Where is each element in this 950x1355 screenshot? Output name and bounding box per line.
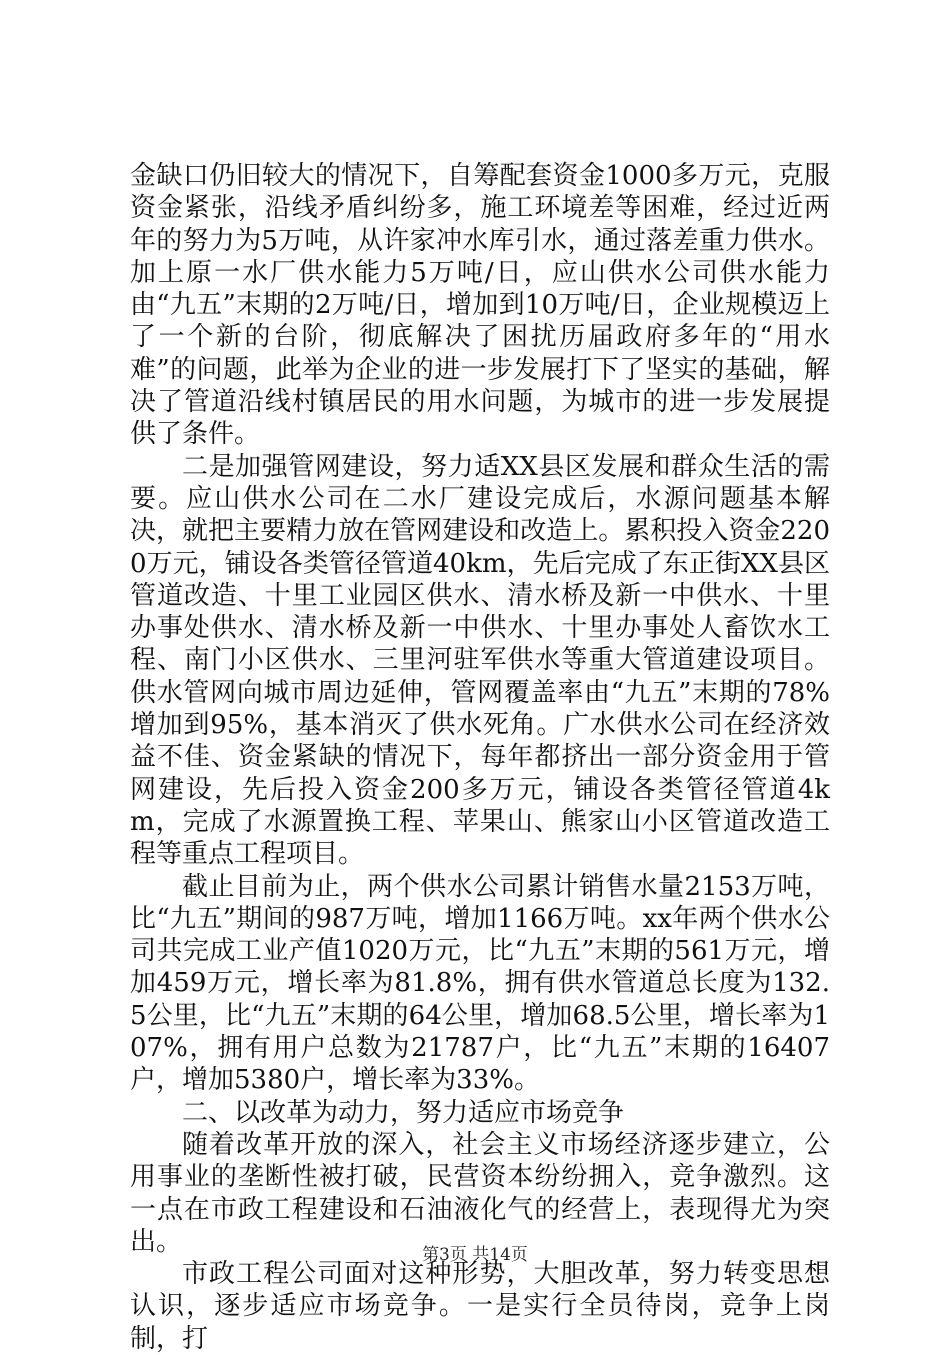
paragraph-pipe-network: 二是加强管网建设，努力适XX县区发展和群众生活的需要。应山供水公司在二水厂建设完成后，水源问题基本解决，就把主要精力放在管网建设和改造上。累积投入资金2200万元，铺设各类管径管道40km，先后完成了东正街XX县区管道改造、十里工业园区供水、清水桥及新一中供水、十里办事处供水、清水桥及新一中供水、十里办事处人畜饮水工程、南门小区供水、三里河驻军供水等重大管道建设项目。供水管网向城市周边延伸，管网覆盖率由“九五”末期的78%增加到95%，基本消灭了供水死角。广水供水公司在经济效益不佳、资金紧缺的情况下，每年都挤出一部分资金用于管网建设，先后投入资金200多万元，铺设各类管径管道4km，完成了水源置换工程、苹果山、熊家山小区管道改造工程等重点工程项目。 [130, 451, 830, 870]
paragraph-reform-intro: 随着改革开放的深入，社会主义市场经济逐步建立，公用事业的垄断性被打破，民营资本纷纷拥入，竞争激烈。这一点在市政工程建设和石油液化气的经营上，表现得尤为突出。 [130, 1129, 830, 1257]
paragraph-municipal-company: 市政工程公司面对这种形势，大胆改革，努力转变思想认识，逐步适应市场竞争。一是实行全员待岗，竞争上岗制，打 [130, 1259, 830, 1354]
section-heading-reform: 二、以改革为动力，努力适应市场竞争 [182, 1097, 625, 1128]
document-body [130, 160, 830, 1355]
page-footer: 第3页 共14页 [422, 1245, 528, 1265]
paragraph-continued: 金缺口仍旧较大的情况下，自筹配套资金1000多万元，克服资金紧张，沿线矛盾纠纷多，施工环境差等困难，经过近两年的努力为5万吨，从许家冲水库引水，通过落差重力供水。加上原一水厂供水能力5万吨/日，应山供水公司供水能力由“九五”末期的2万吨/日，增加到10万吨/日，企业规模迈上了一个新的台阶，彻底解决了困扰历届政府多年的“用水难”的问题，此举为企业的进一步发展打下了坚实的基础，解决了管道沿线村镇居民的用水问题，为城市的进一步发展提供了条件。 [130, 161, 830, 450]
paragraph-statistics: 截止目前为止，两个供水公司累计销售水量2153万吨，比“九五”期间的987万吨，增加1166万吨。xx年两个供水公司共完成工业产值1020万元，比“九五”末期的561万元，增加459万元，增长率为81.8%，拥有供水管道总长度为132.5公里，比“九五”末期的64公里，增加68.5公里，增长率为107%，拥有用户总数为21787户，比“九五”末期的16407户，增加5380户，增长率为33%。 [130, 871, 830, 1096]
